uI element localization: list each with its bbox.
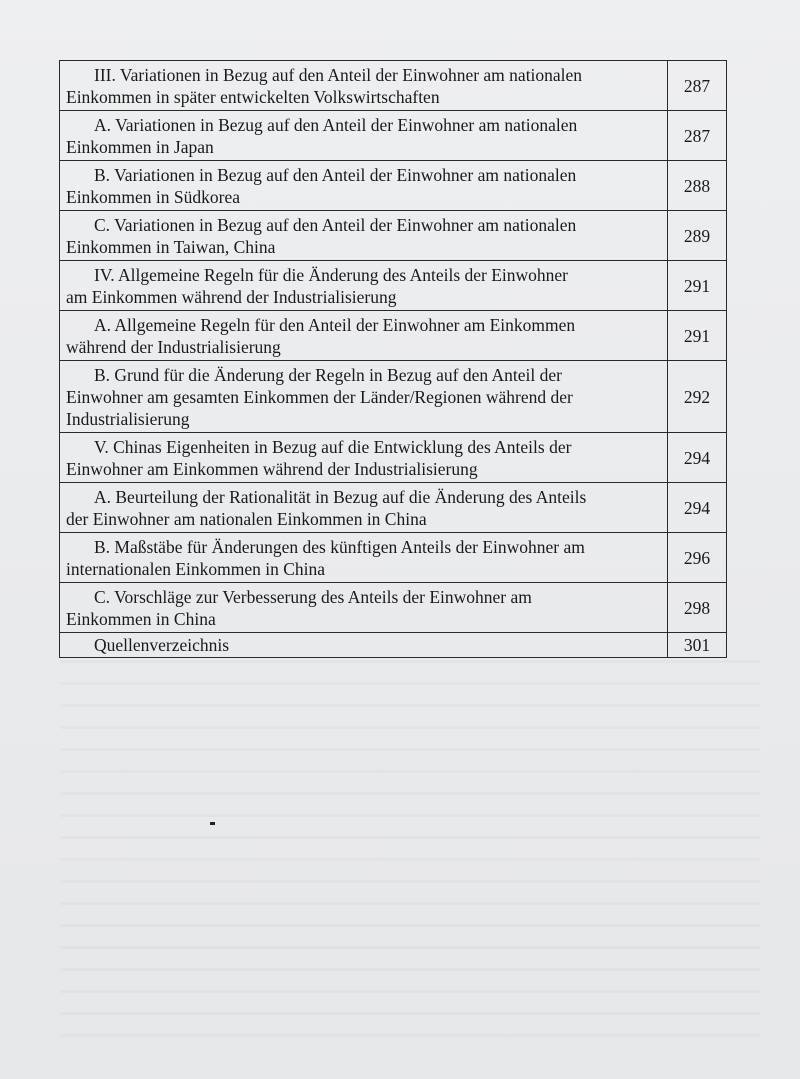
toc-row [60, 311, 727, 361]
toc-entry-line: A. Variationen in Bezug auf den Anteil der Einwohner am nationalen [94, 115, 578, 135]
toc-page-number: 292 [668, 361, 727, 433]
print-speck [210, 822, 215, 825]
toc-page-number: 301 [668, 633, 727, 658]
toc-entry-line: Einkommen in Südkorea [66, 187, 241, 207]
toc-entry-title [60, 361, 668, 433]
toc-entry-line: Einkommen in China [66, 609, 216, 629]
toc-row [60, 583, 727, 633]
toc-page-number: 287 [668, 111, 727, 161]
toc-entry-line: Einkommen in Japan [66, 137, 214, 157]
toc-entry-line: Einwohner am Einkommen während der Industrialisierung [66, 459, 478, 479]
toc-entry-line: Einkommen in Taiwan, China [66, 237, 276, 257]
toc-entry-title [60, 533, 668, 583]
toc-entry-line: am Einkommen während der Industrialisierung [66, 287, 397, 307]
toc-entry-title [60, 111, 668, 161]
toc-page-number: 294 [668, 433, 727, 483]
toc-row [60, 211, 727, 261]
toc-page-number: 291 [668, 261, 727, 311]
toc-page-number: 298 [668, 583, 727, 633]
toc-row [60, 361, 727, 433]
table-of-contents [59, 60, 727, 658]
toc-entry-title [60, 311, 668, 361]
toc-entry-line: B. Maßstäbe für Änderungen des künftigen Anteils der Einwohner am [94, 537, 585, 557]
toc-entry-line: der Einwohner am nationalen Einkommen in China [66, 509, 427, 529]
toc-page-number: 289 [668, 211, 727, 261]
toc-entry-line: Einkommen in später entwickelten Volkswirtschaften [66, 87, 440, 107]
toc-entry-line: Einwohner am gesamten Einkommen der Länder/Regionen während der [66, 387, 573, 407]
toc-entry-line: A. Allgemeine Regeln für den Anteil der Einwohner am Einkommen [94, 315, 576, 335]
toc-page-number: 291 [668, 311, 727, 361]
toc-row [60, 261, 727, 311]
toc-entry-line: Industrialisierung [66, 409, 190, 429]
toc-entry-line: C. Variationen in Bezug auf den Anteil der Einwohner am nationalen [94, 215, 577, 235]
toc-row [60, 61, 727, 111]
toc-entry-title [60, 261, 668, 311]
toc-page-number: 294 [668, 483, 727, 533]
toc-entry-line: internationalen Einkommen in China [66, 559, 326, 579]
toc-entry-title [60, 161, 668, 211]
toc-entry-line: C. Vorschläge zur Verbesserung des Anteils der Einwohner am [94, 587, 532, 607]
toc-entry-line: V. Chinas Eigenheiten in Bezug auf die Entwicklung des Anteils der [94, 437, 572, 457]
toc-page-number: 288 [668, 161, 727, 211]
toc-entry-title [60, 483, 668, 533]
toc-entry-title [60, 433, 668, 483]
toc-entry-line: A. Beurteilung der Rationalität in Bezug auf die Änderung des Anteils [94, 487, 587, 507]
toc-entry-title [60, 583, 668, 633]
toc-row [60, 633, 727, 658]
toc-entry-title [60, 633, 668, 658]
toc-body [60, 61, 727, 658]
toc-entry-line: B. Variationen in Bezug auf den Anteil der Einwohner am nationalen [94, 165, 577, 185]
toc-entry-title [60, 211, 668, 261]
toc-page-number: 287 [668, 61, 727, 111]
toc-row [60, 161, 727, 211]
bleed-through-text [60, 660, 760, 1040]
toc-entry-line: B. Grund für die Änderung der Regeln in Bezug auf den Anteil der [94, 365, 562, 385]
toc-row [60, 111, 727, 161]
toc-entry-line: während der Industrialisierung [66, 337, 281, 357]
toc-row [60, 483, 727, 533]
toc-entry-title [60, 61, 668, 111]
toc-row [60, 433, 727, 483]
toc-page-number: 296 [668, 533, 727, 583]
toc-entry-line: IV. Allgemeine Regeln für die Änderung des Anteils der Einwohner [94, 265, 569, 285]
toc-entry-line: III. Variationen in Bezug auf den Anteil der Einwohner am nationalen [94, 65, 583, 85]
toc-entry-line: Quellenverzeichnis [94, 635, 230, 655]
toc-row [60, 533, 727, 583]
